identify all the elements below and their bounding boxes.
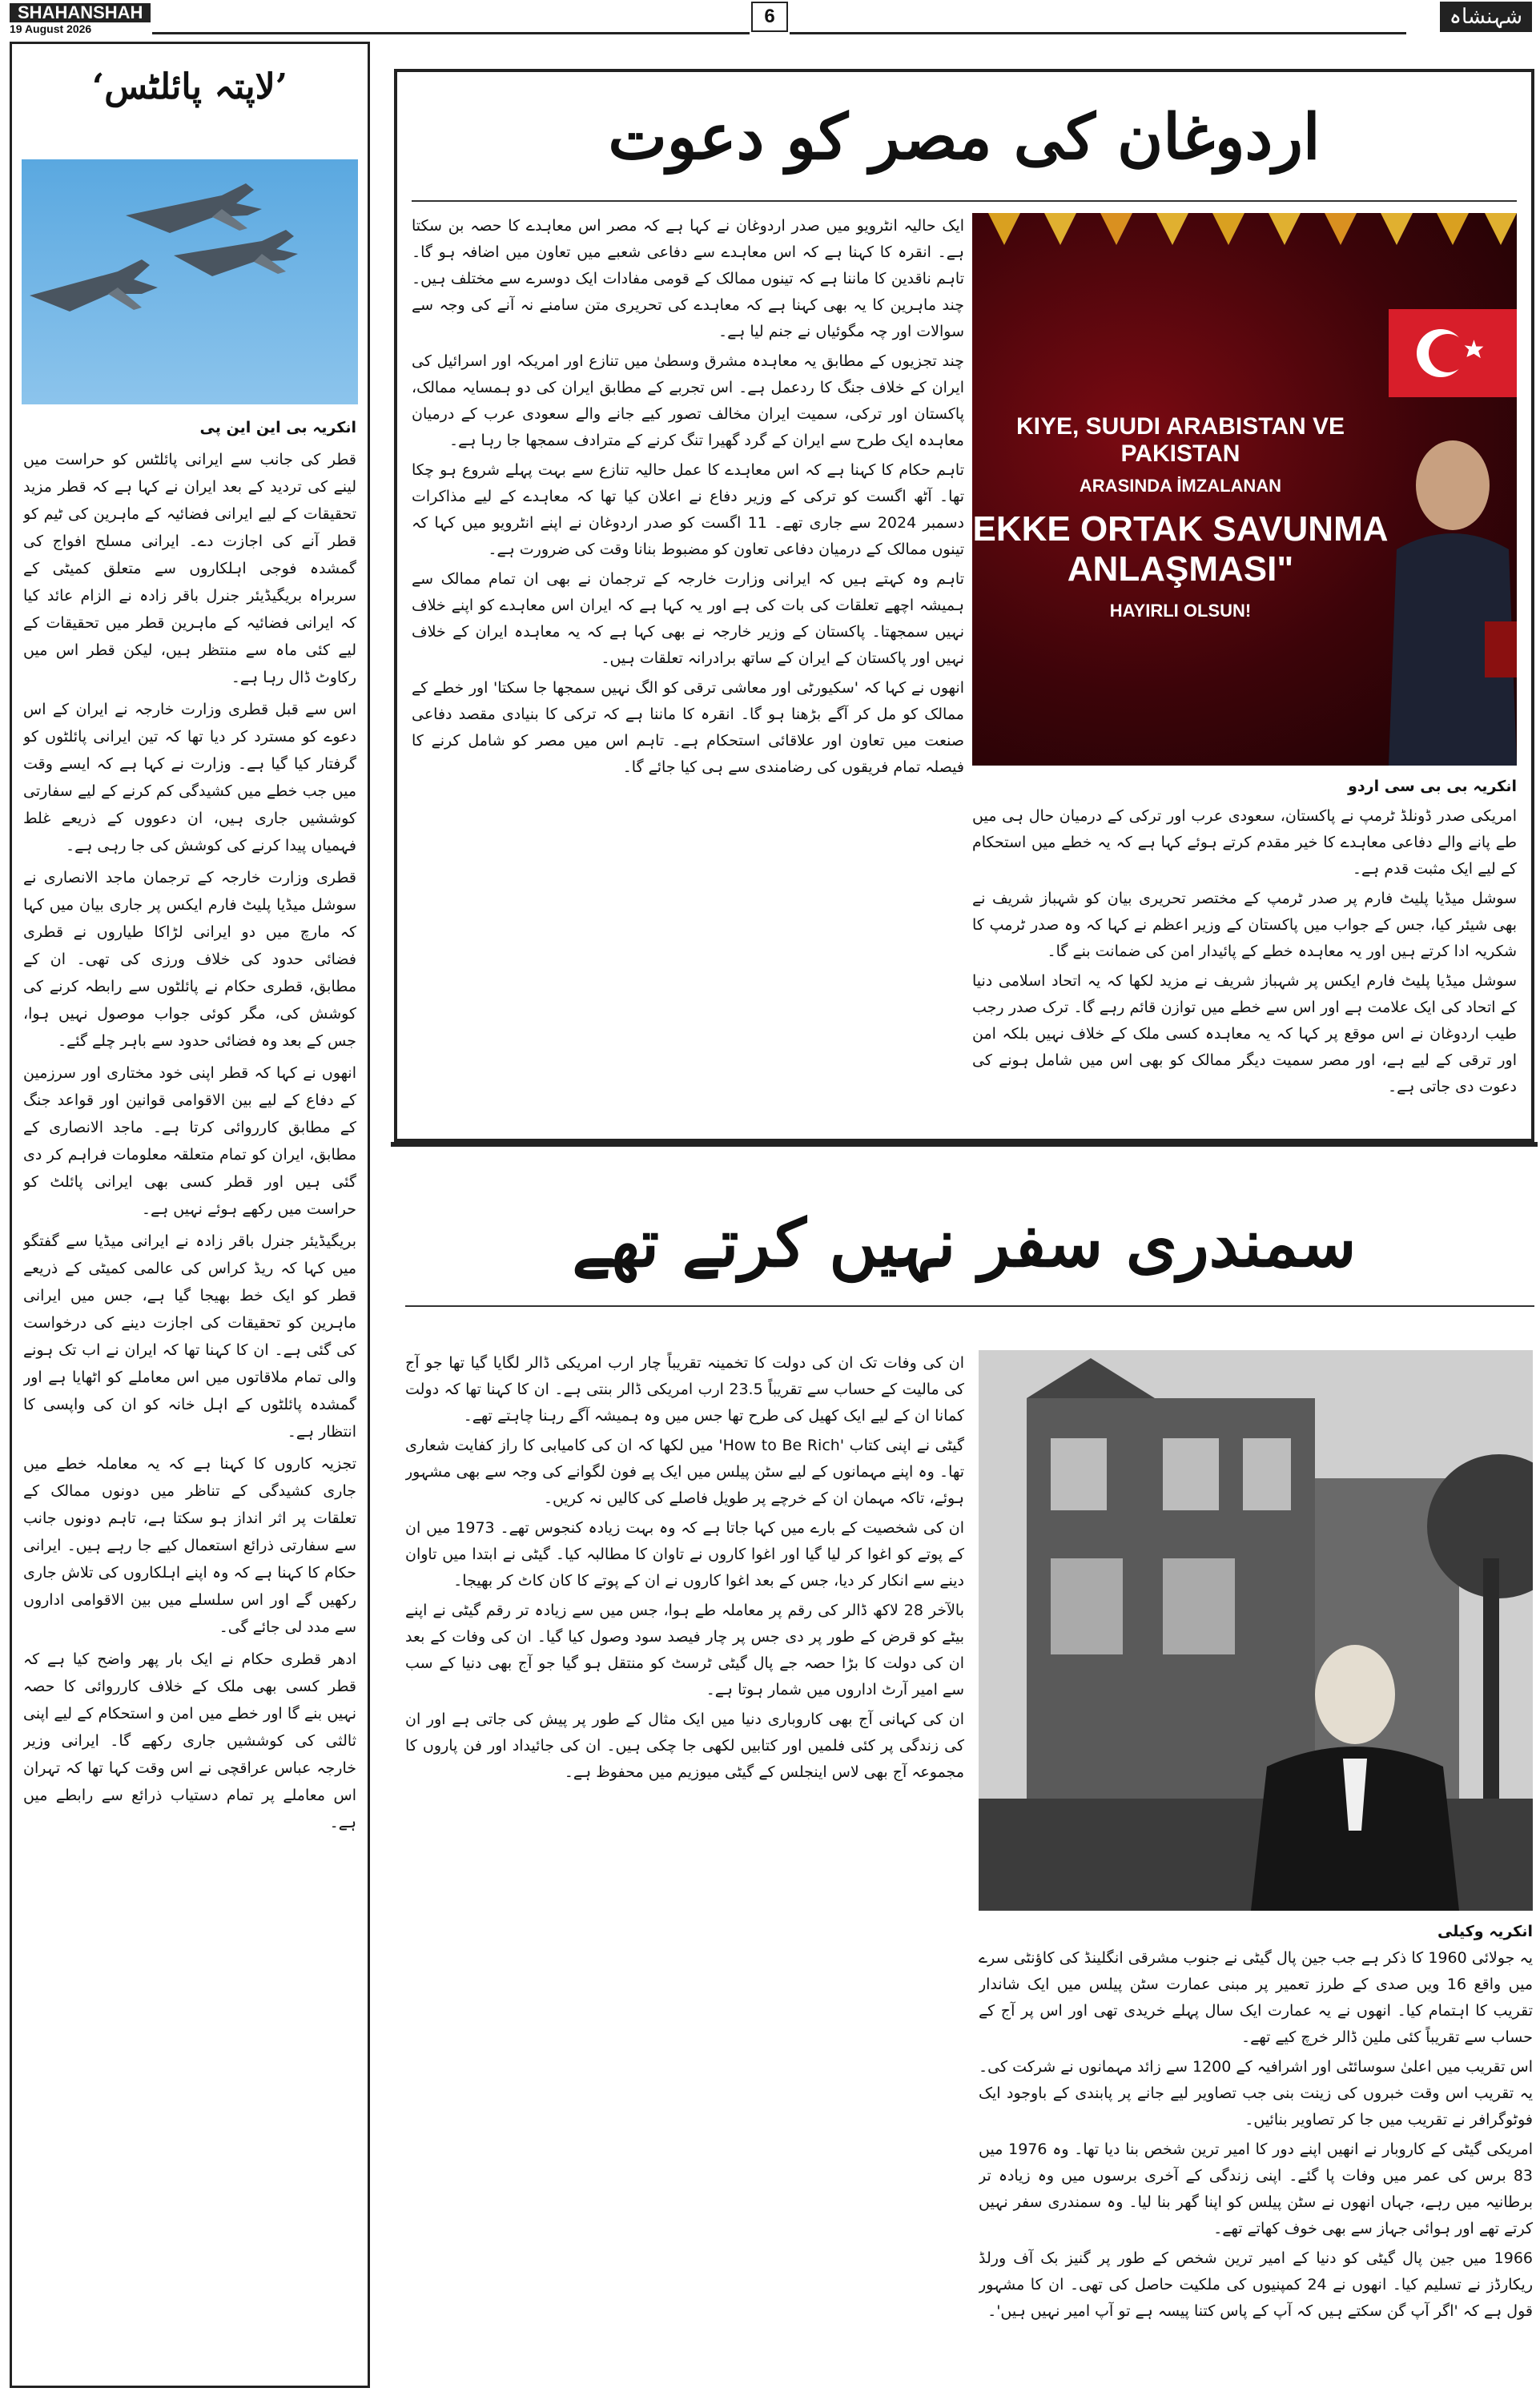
article1-bottom-rule: [391, 1137, 1538, 1147]
sidebar-paragraph: تجزیہ کاروں کا کہنا ہے کہ یہ معاملہ خطے میں جاری کشیدگی کے تناظر میں دونوں ممالک کے تعلقات پر اثر انداز ہو سکتا ہے، تاہم دونوں جانب سے سفارتی ذرائع استعمال کیے جا رہے ہیں۔ ایرانی حکام کا کہنا ہے کہ وہ اپنے اہلکاروں کی تلاش جاری رکھیں گے اور اس سلسلے میں بین الاقوامی اداروں سے مدد لی جائے گی۔: [23, 1455, 356, 1636]
manor-house-icon: [979, 1350, 1533, 1911]
article1-paragraph: چند تجزیوں کے مطابق یہ معاہدہ مشرق وسطیٰ میں تنازع اور امریکہ اور اسرائیل کی ایران کے خلاف جنگ کا ردعمل ہے۔ اس تجربے کے مطابق ایران کی دو ہمسایہ ممالک، پاکستان اور ترکی، سمیت ایران مخالف تصور کیے جانے والے سعودی عرب کے درمیان معاہدہ ایک طرح سے ایران کے گرد گھیرا تنگ کرنے کے مترادف سمجھا جا رہا ہے۔: [412, 352, 964, 449]
article1-paragraph: سوشل میڈیا پلیٹ فارم پر صدر ٹرمپ کے مختصر تحریری بیان کو شہباز شریف نے بھی شیئر کیا، جس کے جواب میں پاکستان کے وزیر اعظم نے کہا کہ وہ صدر ٹرمپ کا شکریہ ادا کرتے ہیں اور یہ معاہدہ خطے کے پائیدار امن کی ضمانت بنے گا۔: [972, 890, 1517, 960]
banner-line: HAYIRLI OLSUN!: [1109, 601, 1252, 621]
sidebar-body: [23, 414, 356, 2376]
sidebar-paragraph: اس سے قبل قطری وزارت خارجہ نے ایران کے اس دعوے کو مسترد کر دیا تھا کہ تین ایرانی پائلٹوں کو گرفتار کیا گیا ہے۔ وزارت نے کہا ہے کہ ایسے وقت میں جب خطے میں کشیدگی کم کرنے کے لیے سفارتی کوششیں جاری ہیں، ان دعووں کے ذریعے غلط فہمیاں پیدا کرنے کی کوشش کی جا رہی ہے۔: [23, 701, 356, 854]
article1-paragraph: انھوں نے کہا کہ 'سکیورٹی اور معاشی ترقی کو الگ نہیں سمجھا جا سکتا' اور خطے کے ممالک کو مل کر آگے بڑھنا ہو گا۔ انقرہ کا ماننا ہے کہ ترکی کا بنیادی مقصد دفاعی صنعت میں تعاون اور علاقائی استحکام ہے۔ تاہم اس میں مصر کو شامل کرنے کا فیصلہ تمام فریقوں کی رضامندی سے ہی کیا جائے گا۔: [412, 679, 964, 776]
article1-paragraph: ایک حالیہ انٹرویو میں صدر اردوغان نے کہا ہے کہ مصر اس معاہدے کا حصہ بن سکتا ہے۔ انقرہ کا کہنا ہے کہ اس معاہدے سے دفاعی شعبے میں تعاون میں اضافہ ہو گا۔ تاہم ناقدین کا ماننا ہے کہ تینوں ممالک کے قومی مفادات ایک دوسرے سے مختلف ہیں۔ چند ماہرین کا یہ بھی کہنا ہے کہ معاہدے کی تحریری متن سامنے نہ آنے کی وجہ سے سوالات اور چہ مگوئیاں نے جنم لیا ہے۔: [412, 217, 964, 340]
article2-headline: سمندری سفر نہیں کرتے تھے: [572, 1205, 1357, 1282]
article2-divider: [405, 1305, 1534, 1307]
page-header: [0, 0, 1540, 35]
fighter-jets-photo: [22, 159, 358, 404]
article2-paragraph: ان کی کہانی آج بھی کاروباری دنیا میں ایک مثال کے طور پر پیش کی جاتی ہے اور ان کی زندگی پر کئی فلمیں اور کتابیں لکھی جا چکی ہیں۔ ان کی جائیداد اور فن پاروں کا مجموعہ آج بھی لاس اینجلس کے گیٹی میوزیم میں محفوظ ہے۔: [405, 1711, 964, 1781]
sidebar-paragraph: بریگیڈیئر جنرل باقر زادہ نے ایرانی میڈیا سے گفتگو میں کہا کہ ریڈ کراس کی عالمی کمیٹی کے ذریعے قطر کو ایک خط بھیجا گیا ہے، جس میں ایرانی ماہرین کو تحقیقات کی اجازت دینے کی درخواست کی گئی ہے۔ ان کا کہنا تھا کہ ایران نے اب تک ہونے والی تمام ملاقاتوں میں اس معاملے کو اٹھایا ہے اور گمشدہ پائلٹوں کے اہل خانہ کو ان کی واپسی کا انتظار ہے۔: [23, 1232, 356, 1441]
article1-left-column: [412, 213, 964, 1134]
sidebar-paragraph: قطر کی جانب سے ایرانی پائلٹس کو حراست میں لینے کی تردید کے بعد ایران نے کہا ہے کہ قطر مزید تحقیقات کے لیے ایرانی فضائیہ کے ماہرین کی ٹیم کو قطر آنے کی اجازت دے۔ ایرانی مسلح افواج کی گمشدہ فوجی اہلکاروں سے متعلق کمیٹی کے سربراہ بریگیڈیئر جنرل باقر زادہ نے الزام عائد کیا کہ ایرانی فضائیہ کے ماہرین قطر میں تحقیقات کے لیے کئی ماہ سے منتظر ہیں، لیکن قطر اس میں رکاوٹ ڈال رہا ہے۔: [23, 451, 356, 686]
article2-paragraph: یہ جولائی 1960 کا ذکر ہے جب جین پال گیٹی نے جنوب مشرقی انگلینڈ کی کاؤنٹی سرے میں واقع 16 ویں صدی کے طرز تعمیر پر مبنی عمارت سٹن پیلس میں ایک شاندار تقریب کا اہتمام کیا۔ انھوں نے یہ عمارت ایک سال پہلے خریدی تھی اور اس پر آج کے حساب سے تقریباً کئی ملین ڈالر خرچ کیے تھے۔: [979, 1949, 1533, 2046]
article1-caption: انکریہ بی بی سی اردو: [1348, 778, 1517, 795]
erdogan-photo: [972, 213, 1517, 766]
article2-paragraph: ان کی وفات تک ان کی دولت کا تخمینہ تقریباً چار ارب امریکی ڈالر لگایا گیا تھا جو آج کی مالیت کے حساب سے تقریباً 23.5 ارب امریکی ڈالر بنتی ہے۔ ان کا کہنا تھا کہ دولت کمانا ان کے لیے ایک کھیل کی طرح تھا جس میں وہ ہمیشہ آگے رہنا چاہتے تھے۔: [405, 1354, 964, 1425]
article2-left-column: [405, 1350, 964, 2391]
sidebar-paragraph: ادھر قطری حکام نے ایک بار پھر واضح کیا ہے کہ قطر کسی بھی ملک کے خلاف کارروائی کا حصہ نہیں بنے گا اور خطے میں امن و استحکام کے لیے اپنی ثالثی کی کوششیں جاری رکھے گا۔ ایرانی وزیر خارجہ عباس عراقچی نے اس وقت کہا تھا کہ تہران اس معاملے پر تمام دستیاب ذرائع سے رابطے میں ہے۔: [23, 1650, 356, 1831]
page-number: 6: [751, 2, 788, 32]
article1-paragraph: سوشل میڈیا پلیٹ فارم ایکس پر شہباز شریف نے مزید لکھا کہ یہ اتحاد اسلامی دنیا کے اتحاد کی ایک علامت ہے اور اس سے خطے میں توازن قائم رہے گا۔ ترک صدر رجب طیب اردوغان نے اس موقع پر کہا کہ یہ معاہدہ کسی ملک کے خلاف نہیں بلکہ امن اور ترقی کے لیے ہے، اور مصر سمیت دیگر ممالک کو بھی اس میں شامل ہونے کی دعوت دی جاتی ہے۔: [972, 972, 1517, 1095]
article1-paragraph: تاہم حکام کا کہنا ہے کہ اس معاہدے کا عمل حالیہ تنازع سے بہت پہلے شروع ہو چکا تھا۔ آٹھ اگست کو ترکی کے وزیر دفاع نے اعلان کیا تھا کہ معاہدے کے لیے مذاکرات دسمبر 2024 سے جاری تھے۔ 11 اگست کو صدر اردوغان نے اپنے انٹرویو میں کہا کہ تینوں ممالک کے درمیان دفاعی تعاون کو مضبوط بنانا وقت کی ضرورت ہے۔: [412, 461, 964, 558]
getty-photo: [979, 1350, 1533, 1911]
article2-paragraph: اس تقریب میں اعلیٰ سوسائٹی اور اشرافیہ کے 1200 سے زائد مہمانوں نے شرکت کی۔ یہ تقریب اس وقت خبروں کی زینت بنی جب تصاویر لیے جانے پر پابندی کے باوجود ایک فوٹوگرافر نے تقریب میں جا کر تصاویر بنائیں۔: [979, 2058, 1533, 2129]
article1-paragraph: امریکی صدر ڈونلڈ ٹرمپ نے پاکستان، سعودی عرب اور ترکی کے درمیان حال ہی میں طے پانے والے دفاعی معاہدے کا خیر مقدم کرتے ہوئے کہا ہے کہ یہ خطے میں استحکام کے لیے ایک مثبت قدم ہے۔: [972, 807, 1517, 878]
sidebar-article: [10, 42, 370, 2388]
article2-caption: انکریہ وکیلی: [1437, 1923, 1533, 1940]
article-erdogan: [394, 69, 1534, 1142]
article2-right-column: [979, 1919, 1533, 2391]
banner-text: [972, 413, 1389, 621]
publication-name-en: SHAHANSHAH: [10, 3, 151, 22]
banner-line: ANLAŞMASI": [1067, 549, 1294, 589]
article1-divider: [412, 200, 1517, 202]
header-rule-left: [152, 32, 750, 34]
banner-line: EKKE ORTAK SAVUNMA: [972, 509, 1389, 549]
publication-name-ur: شہنشاہ: [1440, 2, 1532, 32]
article2-paragraph: ان کی شخصیت کے بارے میں کہا جاتا ہے کہ وہ بہت زیادہ کنجوس تھے۔ 1973 میں ان کے پوتے کو اغوا کر لیا گیا اور اغوا کاروں نے تاوان کا مطالبہ کیا۔ گیٹی نے ابتدا میں تاوان دینے سے انکار کر دیا، جس کے بعد اغوا کاروں نے ان کے پوتے کا کان کاٹ کر بھیجا۔: [405, 1519, 964, 1590]
header-rule-right: [790, 32, 1406, 34]
article2-paragraph: بالآخر 28 لاکھ ڈالر کی رقم پر معاملہ طے ہوا، جس میں سے زیادہ تر رقم گیٹی نے اپنے بیٹے کو قرض کے طور پر دی جس پر چار فیصد سود وصول کیا گیا۔ ان کی وفات کے بعد ان کی دولت کا بڑا حصہ جے پال گیٹی ٹرسٹ کو منتقل ہو گیا جو آج بھی دنیا کے سب سے امیر آرٹ اداروں میں شمار ہوتا ہے۔: [405, 1602, 964, 1698]
banner-line: KIYE, SUUDI ARABISTAN VE PAKISTAN: [1015, 413, 1345, 467]
issue-date: 19 August 2026: [10, 22, 92, 35]
article2-paragraph: 1966 میں جین پال گیٹی کو دنیا کے امیر ترین شخص کے طور پر گنیز بک آف ورلڈ ریکارڈز نے تسلیم کیا۔ انھوں نے 24 کمپنیوں کی ملکیت حاصل کی تھی۔ ان کا مشہور قول ہے کہ 'اگر آپ گن سکتے ہیں کہ آپ کے پاس کتنا پیسہ ہے تو آپ امیر نہیں ہیں'۔: [979, 2249, 1533, 2320]
sidebar-paragraph: انکریہ بی این این پی: [199, 419, 356, 436]
fighter-jets-icon: [22, 159, 358, 404]
article2-paragraph: گیٹی نے اپنی کتاب 'How to Be Rich' میں لکھا کہ ان کی کامیابی کا راز کفایت شعاری تھا۔ وہ اپنے مہمانوں کے لیے سٹن پیلس میں ایک پے فون لگوانے کی وجہ سے بھی مشہور ہوئے، تاکہ مہمان ان کے خرچے پر طویل فاصلے کی کالیں نہ کریں۔: [405, 1437, 964, 1507]
article1-right-column: [972, 774, 1517, 1134]
banner-line: ARASINDA İMZALANAN: [1079, 476, 1282, 496]
article1-headline: اردوغان کی مصر کو دعوت: [608, 101, 1321, 174]
sidebar-headline: ’لاپتہ پائلٹس‘: [91, 66, 288, 107]
sidebar-paragraph: انھوں نے کہا کہ قطر اپنی خود مختاری اور سرزمین کے دفاع کے لیے بین الاقوامی قوانین اور قواعد جنگ کے مطابق کارروائی کرتا ہے۔ ماجد الانصاری کے مطابق، ایران کو تمام متعلقہ معلومات فراہم کر دی گئی ہیں اور قطر کسی بھی ایرانی پائلٹ کو حراست میں رکھے ہوئے نہیں ہے۔: [23, 1064, 356, 1218]
sidebar-paragraph: قطری وزارت خارجہ کے ترجمان ماجد الانصاری نے سوشل میڈیا پلیٹ فارم ایکس پر جاری بیان میں کہا کہ مارچ میں دو ایرانی لڑاکا طیاروں نے قطری فضائی حدود کی خلاف ورزی کی تھی۔ ان کے مطابق، قطری حکام نے پائلٹوں سے رابطہ کرنے کی کوشش کی، مگر کوئی جواب موصول نہیں ہوا، جس کے بعد وہ فضائی حدود سے باہر چلے گئے۔: [23, 869, 356, 1050]
article1-paragraph: تاہم وہ کہتے ہیں کہ ایرانی وزارت خارجہ کے ترجمان نے بھی ان تمام ممالک سے ہمیشہ اچھے تعلقات کی بات کی ہے اور یہ کہا ہے کہ ایران اس معاہدے کو اپنے خلاف نہیں سمجھتا۔ پاکستان کے وزیر خارجہ نے بھی کہا ہے کہ یہ معاہدہ ایران کے خلاف نہیں اور پاکستان کے ایران کے ساتھ برادرانہ تعلقات ہیں۔: [412, 570, 964, 667]
article2-paragraph: امریکی گیٹی کے کاروبار نے انھیں اپنے دور کا امیر ترین شخص بنا دیا تھا۔ وہ 1976 میں 83 برس کی عمر میں وفات پا گئے۔ اپنی زندگی کے آخری برسوں میں وہ زیادہ تر برطانیہ میں رہے، جہاں انھوں نے سٹن پیلس کو اپنا گھر بنا لیا۔ وہ سمندری سفر نہیں کرتے تھے اور ہوائی جہاز سے بھی خوف کھاتے تھے۔: [979, 2141, 1533, 2237]
